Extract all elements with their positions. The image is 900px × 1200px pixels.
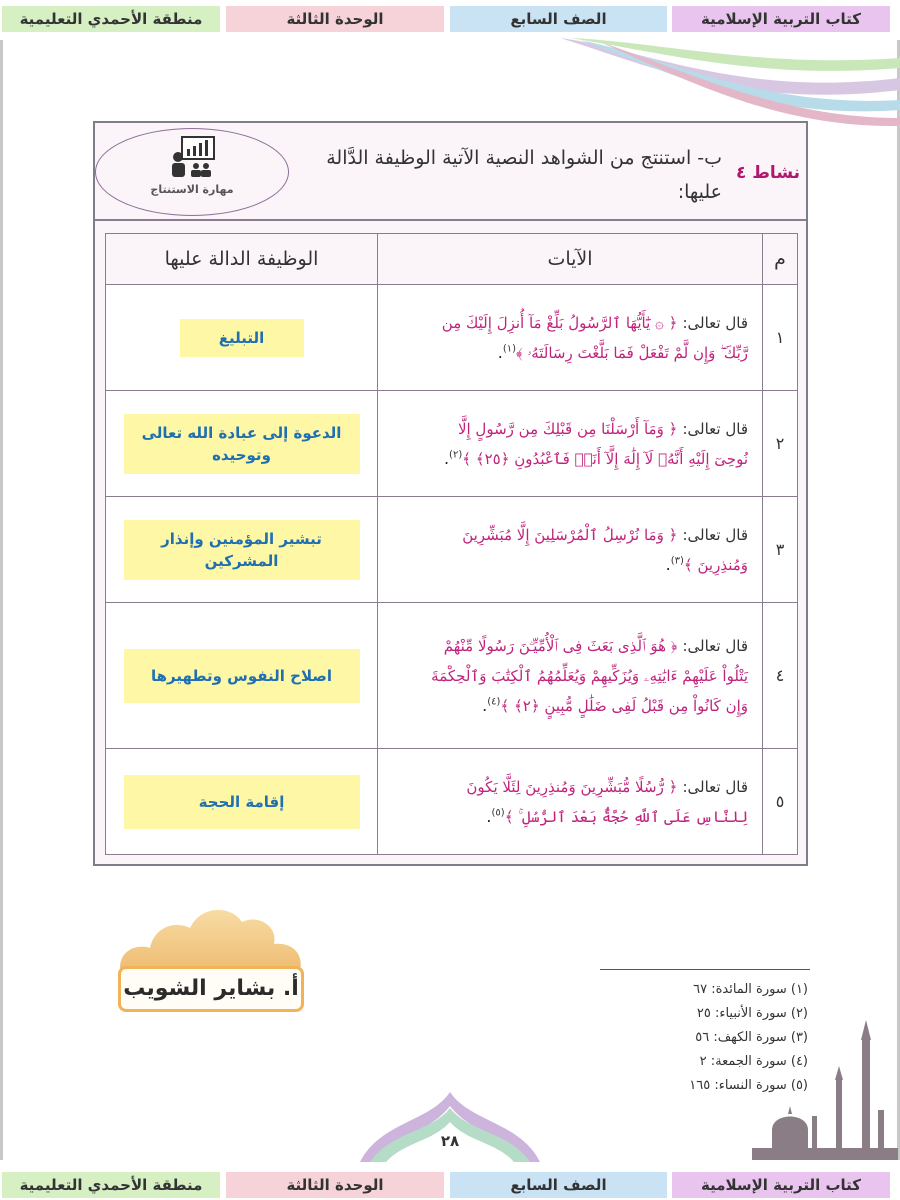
verse-cell: قال تعالى: ﴿ ۞ يَٰٓأَيُّهَا ٱلرَّسُولُ بَلِّغْ مَآ أُنزِلَ إِلَيْكَ مِن رَّبِّكَ ۖ وَإِن لَّمْ تَفْعَلْ فَمَا بَلَّغْتَ رِسَالَتَهُۥ ﴾$^{(١)}$.: [378, 285, 763, 391]
teacher-label: [110, 898, 310, 1022]
verse-intro: قال تعالى:: [682, 313, 748, 332]
row-number: ١: [763, 285, 798, 391]
verse-ref: (٢): [449, 449, 463, 461]
decorative-arch-icon: [360, 1092, 540, 1162]
footnote: (٢) سورة الأنبياء: ٢٥: [696, 1006, 808, 1021]
footer-tab-unit: الوحدة الثالثة: [226, 1172, 444, 1198]
answer-box: الدعوة إلى عبادة الله تعالى وتوحيده: [124, 414, 360, 474]
answer-box: التبليغ: [180, 319, 304, 357]
verse-intro: قال تعالى:: [682, 525, 748, 544]
table-header-row: [106, 234, 798, 285]
header-tab-book: كتاب التربية الإسلامية: [672, 6, 890, 32]
footnote-divider: [600, 969, 810, 970]
instruction-line-2: عليها:: [677, 181, 722, 203]
verse-line: يَتْلُواْ عَلَيْهِمْ ءَايَٰتِهِۦ وَيُزَكِّيهِمْ وَيُعَلِّمُهُمُ ٱلْكِتَٰبَ وَٱلْحِكْمَةَ: [431, 666, 748, 685]
verse-ref: (١): [502, 343, 517, 355]
left-edge-strip: [0, 40, 3, 1160]
instruction-line-1: ب- استنتج من الشواهد النصية الآتية الوظيفة الدَّالة: [326, 147, 722, 169]
function-cell: [106, 391, 378, 497]
verse-line: نُوحِىٓ إِلَيْهِ أَنَّهُۥ لَآ إِلَٰهَ إِلَّآ أَنَا۠ فَٱعْبُدُونِ ﴿٢٥﴾ ﴾: [462, 449, 748, 468]
verse-intro: قال تعالى:: [682, 636, 748, 655]
verse-line: ﴿ وَمَآ أَرْسَلْنَا مِن قَبْلِكَ مِن رَّسُولٍ إِلَّا: [457, 419, 678, 438]
verse-line: وَإِن كَانُواْ مِن قَبْلُ لَفِى ضَلَٰلٍ مُّبِينٍ ﴿٢﴾ ﴾: [500, 696, 748, 715]
verse-cell: قال تعالى: ﴿ وَمَا نُرْسِلُ ٱلْمُرْسَلِينَ إِلَّا مُبَشِّرِينَ وَمُنذِرِينَ ﴾$^{(٣)}$.: [378, 497, 763, 603]
verse-ref: (٤): [487, 696, 501, 708]
table-row: [106, 603, 798, 749]
verse-intro: قال تعالى:: [682, 777, 748, 796]
verse-ref: (٣): [670, 555, 684, 567]
verse-line: ﴿ وَمَا نُرْسِلُ ٱلْمُرْسَلِينَ إِلَّا مُبَشِّرِينَ: [462, 525, 678, 544]
mosque-silhouette-icon: [752, 1020, 898, 1160]
answer-box: إقامة الحجة: [124, 775, 360, 829]
skill-label: مهارة الاستنتاج: [150, 183, 234, 196]
verse-line: رَّبِّكَ ۖ وَإِن لَّمْ تَفْعَلْ فَمَا بَلَّغْتَ رِسَالَتَهُۥ ﴾: [516, 343, 748, 362]
col-header-function: الوظيفة الدالة عليها: [106, 234, 378, 285]
table-row: [106, 285, 798, 391]
header-bar: [0, 0, 900, 32]
header-tab-unit: الوحدة الثالثة: [226, 6, 444, 32]
col-header-num: م: [763, 234, 798, 285]
col-header-verses: الآيات: [378, 234, 763, 285]
verse-line: ﴿ ۞ يَٰٓأَيُّهَا ٱلرَّسُولُ بَلِّغْ مَآ أُنزِلَ إِلَيْكَ مِن: [441, 313, 678, 332]
header-tab-grade: الصف السابع: [450, 6, 667, 32]
verse-line: وَمُنذِرِينَ ﴾: [683, 555, 748, 574]
footnote: (٣) سورة الكهف: ٥٦: [695, 1030, 808, 1045]
table-row: [106, 391, 798, 497]
row-number: ٢: [763, 391, 798, 497]
verse-ref: (٥): [491, 807, 505, 819]
verse-cell: قال تعالى: ﴿ وَمَآ أَرْسَلْنَا مِن قَبْلِكَ مِن رَّسُولٍ إِلَّا نُوحِىٓ إِلَيْهِ أَنَّهُۥ لَآ إِلَٰهَ إِلَّآ أَنَا۠ فَٱعْبُدُونِ ﴿٢٥﴾ ﴾$^{(٢)}$.: [378, 391, 763, 497]
verse-cell: قال تعالى: ﴿ هُوَ ٱلَّذِى بَعَثَ فِى ٱلْأُمِّيِّـۧنَ رَسُولًا مِّنْهُمْ يَتْلُواْ عَلَيْهِمْ ءَايَٰتِهِۦ وَيُزَكِّيهِمْ وَيُعَلِّمُهُمُ ٱلْكِتَٰبَ وَٱلْحِكْمَةَ وَإِن كَانُواْ مِن قَبْلُ لَفِى ضَلَٰلٍ مُّبِينٍ ﴿٢﴾ ﴾$^{(٤)}$.: [378, 603, 763, 749]
activity-instruction: [302, 141, 722, 209]
teacher-name: أ. بشاير الشويب: [118, 966, 304, 1012]
activity-badge: نشاط ٤: [735, 163, 800, 183]
function-cell: [106, 497, 378, 603]
verse-line: ﴿ رُّسُلًا مُّبَشِّرِينَ وَمُنذِرِينَ لِئَلَّا يَكُونَ: [466, 777, 678, 796]
row-number: ٤: [763, 603, 798, 749]
function-cell: [106, 749, 378, 855]
footer-tab-grade: الصف السابع: [450, 1172, 667, 1198]
table-row: [106, 749, 798, 855]
answer-box: تبشير المؤمنين وإنذار المشركين: [124, 520, 360, 580]
verse-line: لِلنَّاسِ عَلَى ٱللَّهِ حُجَّةٌۢ بَعْدَ ٱلرُّسُلِ ۚ ﴾: [504, 807, 748, 826]
footnote: (٥) سورة النساء: ١٦٥: [689, 1078, 808, 1093]
row-number: ٣: [763, 497, 798, 603]
footnote: (١) سورة المائدة: ٦٧: [693, 982, 808, 997]
answer-box: اصلاح النفوس وتطهيرها: [124, 649, 360, 703]
verse-line: ﴿ هُوَ ٱلَّذِى بَعَثَ فِى ٱلْأُمِّيِّـۧنَ رَسُولًا مِّنْهُمْ: [443, 636, 678, 655]
activity-header: [95, 123, 806, 221]
verses-table: [105, 233, 798, 855]
footer-tab-book: كتاب التربية الإسلامية: [672, 1172, 890, 1198]
activity-frame: [93, 121, 808, 866]
page-number: ٢٨: [440, 1132, 460, 1150]
verse-cell: قال تعالى: ﴿ رُّسُلًا مُّبَشِّرِينَ وَمُنذِرِينَ لِئَلَّا يَكُونَ لِلنَّاسِ عَلَى ٱللَّهِ حُجَّةٌۢ بَعْدَ ٱلرُّسُلِ ۚ ﴾$^{(٥)}$.: [378, 749, 763, 855]
function-cell: [106, 285, 378, 391]
decorative-swirl-icon: [560, 38, 900, 128]
presentation-icon: [170, 135, 216, 179]
row-number: ٥: [763, 749, 798, 855]
footnote: (٤) سورة الجمعة: ٢: [699, 1054, 808, 1069]
skill-ellipse: [95, 128, 289, 216]
header-tab-region: منطقة الأحمدي التعليمية: [2, 6, 220, 32]
function-cell: [106, 603, 378, 749]
table-row: [106, 497, 798, 603]
footer-bar: [0, 1166, 900, 1198]
verse-intro: قال تعالى:: [682, 419, 748, 438]
footer-tab-region: منطقة الأحمدي التعليمية: [2, 1172, 220, 1198]
